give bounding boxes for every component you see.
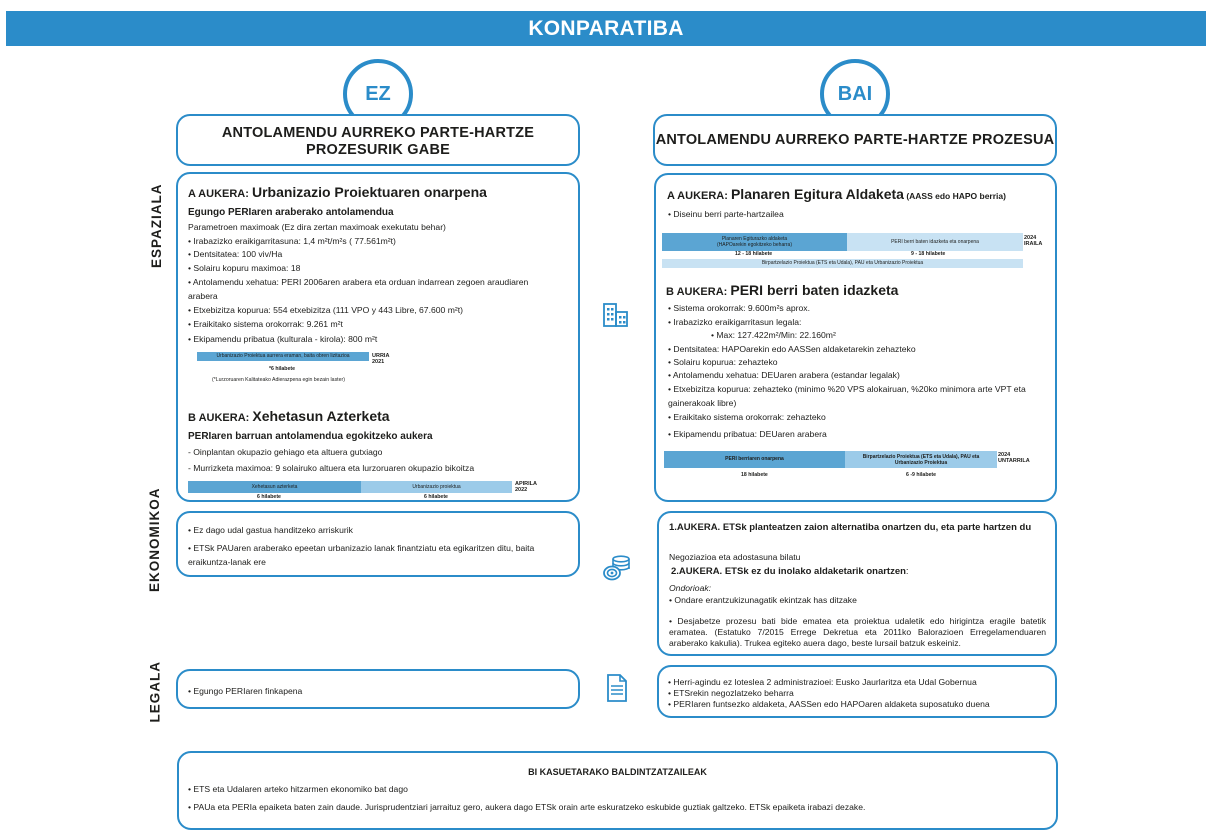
bai-eco-line-1: Negoziazioa eta adostasuna bilatu — [669, 552, 801, 562]
bai-b-line-3: • Dentsitatea: HAPOarekin edo AASSen aldaketarekin zehazteko — [668, 344, 916, 354]
ez-a-line-4: • Antolamendu xehatua: PERI 2006aren arabera eta orduan indarrean zegoen araudiaren — [188, 277, 529, 287]
ez-b-timeline-duration-2: 6 hilabete — [424, 494, 448, 500]
ez-option-b-prefix: B AUKERA: — [188, 412, 253, 424]
ez-b-timeline-duration-1: 6 hilabete — [257, 494, 281, 500]
bai-b-line-7: gainerakoak libre) — [668, 398, 737, 408]
ez-a-timeline-duration: *6 hilabete — [269, 366, 295, 372]
bai-eco-paragraph: • Desjabetze prozesu bati bide ematea eta proiektua udaletik edo hirigintza eragile batetik eramatea. (Estatuko 7/2015 Errege Dekretua eta 2011ko Balorazioen Erregelamenduaren araberako kakulia). Trukea egiteko auera dago, beste lursail batzuk eskeiniz. — [669, 616, 1046, 648]
footer-line-0: • ETS eta Udalaren arteko hitzarmen ekonomiko bat dago — [188, 784, 408, 794]
bai-a-timeline-duration-1: 12 - 18 hilabete — [735, 251, 773, 257]
bai-eco-option-1: 1.AUKERA. ETSk planteatzen zaion alternatiba onartzen du, eta parte hartzen du — [669, 522, 1032, 533]
bai-b-timeline-duration-2: 6 -9 hilabete — [906, 472, 936, 478]
ez-a-line-3: • Solairu kopuru maximoa: 18 — [188, 263, 301, 273]
bai-a-timeline-duration-2: 9 - 18 hilabete — [911, 251, 946, 257]
ez-a-line-5: arabera — [188, 291, 218, 301]
ez-eco-line-2: eraikuntza-lanak ere — [188, 557, 266, 567]
bai-a-line-0: • Diseinu berri parte-hartzailea — [668, 209, 784, 219]
document-icon — [605, 673, 635, 703]
bai-option-b-heading — [666, 282, 899, 298]
bai-b-line-0: • Sistema orokorrak: 9.600m²s aprox. — [668, 303, 810, 313]
bai-option-a-title: Planaren Egitura Aldaketa — [730, 186, 904, 202]
ez-eco-line-0: • Ez dago udal gastua handitzeko arriskurik — [188, 525, 353, 535]
bai-a-timeline-bar-2: PERI berri baten idazketa eta onarpena — [847, 233, 1023, 251]
ez-option-a-subtitle: Egungo PERIaren araberako antolamendua — [188, 207, 394, 218]
bai-option-a-prefix: A AUKERA: — [667, 190, 731, 202]
ez-option-b-subtitle: PERIaren barruan antolamendua egokitzeko aukera — [188, 431, 433, 442]
bai-option-a-heading — [667, 186, 1006, 202]
bai-eco-option-2-line — [671, 566, 909, 577]
bai-legal-line-1: • ETSrekin negozlatzeko beharra — [668, 688, 794, 698]
bai-b-timeline-date: 2024 UNTARRILA — [998, 452, 1030, 464]
ez-option-a-prefix: A AUKERA: — [188, 188, 252, 200]
bai-b-line-6: • Etxebizitza kopurua: zehazteko (minimo %20 VPS alokairuan, %20ko minimora arte VPT eta — [668, 384, 1026, 394]
page-title: KONPARATIBA — [6, 11, 1206, 46]
bai-legal-line-0: • Herri-agindu ez loteslea 2 administrazioei: Eusko Jaurlaritza eta Udal Gobernua — [668, 677, 977, 687]
footer-line-1: • PAUa eta PERIa epaiketa baten zain daude. Jurisprudentziari jarraituz gero, aukera dago ETSk orain arte eskuratzeko eskubide guztiak galtzeko. ETSk epaiketa irabazi dezake. — [188, 802, 866, 812]
ez-option-b-title: Xehetasun Azterketa — [252, 408, 390, 424]
ez-a-timeline-bar: Urbanizazio Proiektua aurrera eraman, baita obren lizitazioa — [197, 352, 369, 361]
bai-b-line-8: • Eraikitako sistema orokorrak: zehazteko — [668, 412, 826, 422]
ez-b-timeline-date: APIRILA 2022 — [515, 481, 537, 493]
ez-eco-line-1: • ETSk PAUaren araberako epeetan urbanizazio lanak finantziatu eta egikaritzen ditu, baita — [188, 543, 535, 553]
bai-eco-option-2-colon: : — [905, 566, 909, 577]
ez-a-timeline-note: (*Lurzoruaren Kalitateako Adierazpena egin bezain laster) — [212, 377, 345, 383]
bai-heading-box — [653, 114, 1057, 166]
bai-b-line-9: • Ekipamendu pribatua: DEUaren arabera — [668, 429, 827, 439]
side-label-legal: LEGALA — [147, 661, 163, 723]
bai-b-timeline-bar-2: Birpartzelazio Proiektua (ETS eta Udala), PAU eta Urbanizazio Proiektua — [845, 451, 997, 468]
ez-b-line-0: - Oinplantan okupazio gehiago eta altuera gutxiago — [188, 447, 383, 457]
ez-heading: ANTOLAMENDU AURREKO PARTE-HARTZE PROZESURIK GABE — [221, 125, 535, 158]
ez-b-line-1: - Murrizketa maximoa: 9 solairuko altuera eta lurzoruaren okupazio bikoitza — [188, 463, 475, 473]
bai-a-timeline-date: 2024 IRAILA — [1024, 235, 1043, 247]
ez-a-line-8: • Ekipamendu pribatua (kulturala - kirola): 800 m²t — [188, 334, 378, 344]
bai-a-timeline-bar-1: Planaren Egiturazko aldaketa (HAPOarekin egokitzeko beharra) — [662, 233, 847, 251]
ez-a-line-2: • Dentsitatea: 100 viv/Ha — [188, 249, 283, 259]
bai-option-b-prefix: B AUKERA: — [666, 286, 731, 298]
side-label-spatial: ESPAZIALA — [149, 183, 164, 268]
ez-option-a-title: Urbanizazio Proiektuaren onarpena — [251, 184, 487, 200]
ez-a-line-0: Parametroen maximoak (Ez dira zertan maximoak exekutatu behar) — [188, 222, 446, 232]
ez-a-timeline-date: URRIA 2021 — [372, 353, 390, 365]
bai-option-a-suffix: (AASS edo HAPO berria) — [903, 191, 1006, 201]
bai-eco-line-2: • Ondare erantzukizunagatik ekintzak has ditzake — [669, 595, 857, 605]
ez-heading-box — [176, 114, 580, 166]
bai-b-timeline-bar-1: PERI berriaren onarpena — [664, 451, 845, 468]
ez-circle: EZ — [343, 59, 413, 129]
ez-option-b-heading — [188, 408, 390, 424]
bai-b-line-2: • Max: 127.422m²/Min: 22.160m² — [711, 330, 836, 340]
bai-legal-line-2: • PERIaren funtsezko aldaketa, AASSen edo HAPOaren aldaketa suposatuko duena — [668, 699, 990, 709]
bai-eco-option-2: 2.AUKERA. ETSk ez du inolako aldaketarik onartzen — [671, 566, 906, 577]
ez-option-a-heading — [188, 184, 487, 200]
bai-b-line-5: • Antolamendu xehatua: DEUaren arabera (estandar legalak) — [668, 370, 900, 380]
ez-a-line-6: • Etxebizitza kopurua: 554 etxebizitza (111 VPO y 443 Libre, 67.600 m²t) — [188, 305, 463, 315]
ez-legal-line-0: • Egungo PERIaren finkapena — [188, 686, 303, 696]
ez-a-line-1: • Irabazizko eraikigarritasuna: 1,4 m²t/m²s ( 77.561m²t) — [188, 236, 396, 246]
ez-a-line-7: • Eraikitako sistema orokorrak: 9.261 m²t — [188, 319, 343, 329]
bai-circle: BAI — [820, 59, 890, 129]
footer-title: BI KASUETARAKO BALDINTZATZAILEAK — [528, 767, 707, 777]
ez-b-timeline-bar-2: Urbanizazio proiektua — [361, 481, 512, 493]
coins-icon — [601, 554, 631, 584]
side-label-economic: EKONOMIKOA — [147, 487, 162, 592]
bai-b-timeline-duration-1: 18 hilabete — [741, 472, 768, 478]
bai-a-timeline-bar-3: Birpartzelazio Proiektua (ETS eta Udala), PAU eta Urbanizazio Proiektua — [662, 259, 1023, 268]
bai-b-line-1: • Irabazizko eraikigarritasun legala: — [668, 317, 802, 327]
building-icon — [601, 300, 631, 330]
bai-eco-consequences: Ondorioak: — [669, 583, 712, 593]
bai-heading: ANTOLAMENDU AURREKO PARTE-HARTZE PROZESUA — [655, 132, 1055, 148]
bai-b-line-4: • Solairu kopurua: zehazteko — [668, 357, 778, 367]
ez-b-timeline-bar-1: Xehetasun azterketa — [188, 481, 361, 493]
bai-option-b-title: PERI berri baten idazketa — [730, 282, 899, 298]
